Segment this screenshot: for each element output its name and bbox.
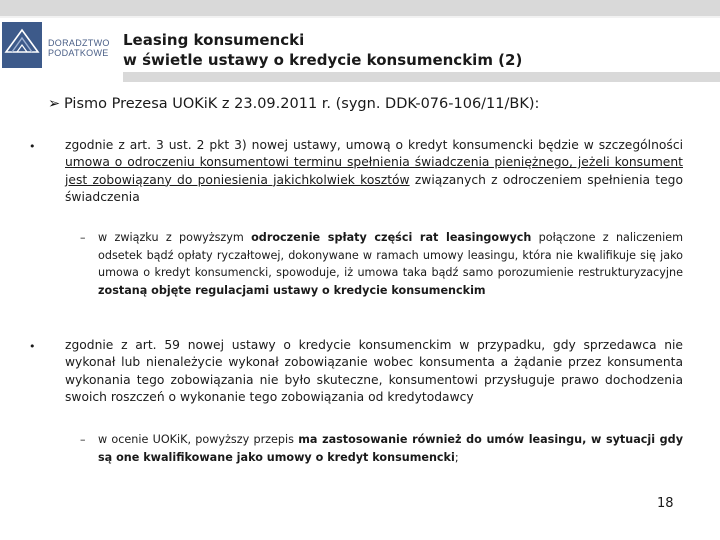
logo-wordmark [48, 38, 110, 58]
dash-bullet-icon: – [80, 231, 86, 244]
slide-title [123, 30, 522, 70]
top-decorative-bar [0, 0, 720, 18]
logo-mark-icon [2, 22, 42, 68]
logo-text-line2: PODATKOWE [48, 48, 109, 58]
sub1-bold-text-2: zostaną objęte regulacjami ustawy o kredycie konsumenckim [98, 283, 486, 297]
sub-paragraph-2 [98, 431, 683, 466]
sub1-text-middle: połączone z naliczeniem odsetek bądź opłaty ryczałtowej, dokonywane w ramach umowy leasingu, która nie kwalifikuje się jako umowa o kredyt konsumencki, spowoduje, iż umowa taka bądź samo porozumienie restrukturyzacyjne [98, 231, 683, 279]
section-subheading [48, 93, 539, 115]
sub2-text-start: w ocenie UOKiK, powyższy przepis [98, 433, 299, 446]
bullet-paragraph-2: zgodnie z art. 59 nowej ustawy o kredycie konsumenckim w przypadku, gdy sprzedawca nie wykonał lub nienależycie wykonał zobowiązanie wobec konsumenta a żądanie przez konsumenta wykonania tego zobowiązania nie było skuteczne, konsumentowi przysługuje prawo dochodzenia swoich roszczeń o wykonanie tego zobowiązania od kredytodawcy [65, 338, 683, 405]
slide-title-line1: Leasing konsumencki [123, 31, 305, 49]
logo-text-line1: DORADZTWO [48, 38, 110, 48]
slide-title-line2: w świetle ustawy o kredycie konsumenckim (2) [123, 51, 523, 69]
bullet1-text-start: zgodnie z art. 3 ust. 2 pkt 3) nowej ustawy, umową o kredyt konsumencki będzie w szczególności [65, 138, 683, 152]
sub2-bold-text: ma zastosowanie również do umów leasingu, w sytuacji gdy są one kwalifikowane jako umowy o kredyt konsumencki [98, 433, 683, 464]
arrow-bullet-icon: ➢ [48, 96, 61, 112]
title-divider [123, 72, 720, 82]
dash-bullet-icon: – [80, 433, 86, 446]
sub1-text-start: w związku z powyższym [98, 231, 252, 244]
subheading-text: Pismo Prezesa UOKiK z 23.09.2011 r. (sygn. DDK-076-106/11/BK): [64, 96, 540, 112]
page-number: 18 [657, 496, 674, 511]
bullet-dot-icon: • [29, 340, 36, 353]
sub2-text-end: ; [454, 450, 459, 464]
company-logo [2, 22, 42, 82]
sub-paragraph-1 [98, 229, 683, 299]
bullet-dot-icon: • [29, 140, 36, 153]
bullet1-underlined-text: umowa o odroczeniu konsumentowi terminu spełnienia świadczenia pieniężnego, jeżeli konsument jest zobowiązany do poniesienia jakichkolwiek kosztów [65, 155, 683, 187]
logo-abbreviation: MDDP [9, 73, 37, 82]
bullet-paragraph-1 [65, 137, 683, 207]
sub1-bold-text-1: odroczenie spłaty części rat leasingowych [251, 231, 532, 244]
bullet1-text-end: związanych z odroczeniem spełnienia tego świadczenia [65, 172, 684, 205]
